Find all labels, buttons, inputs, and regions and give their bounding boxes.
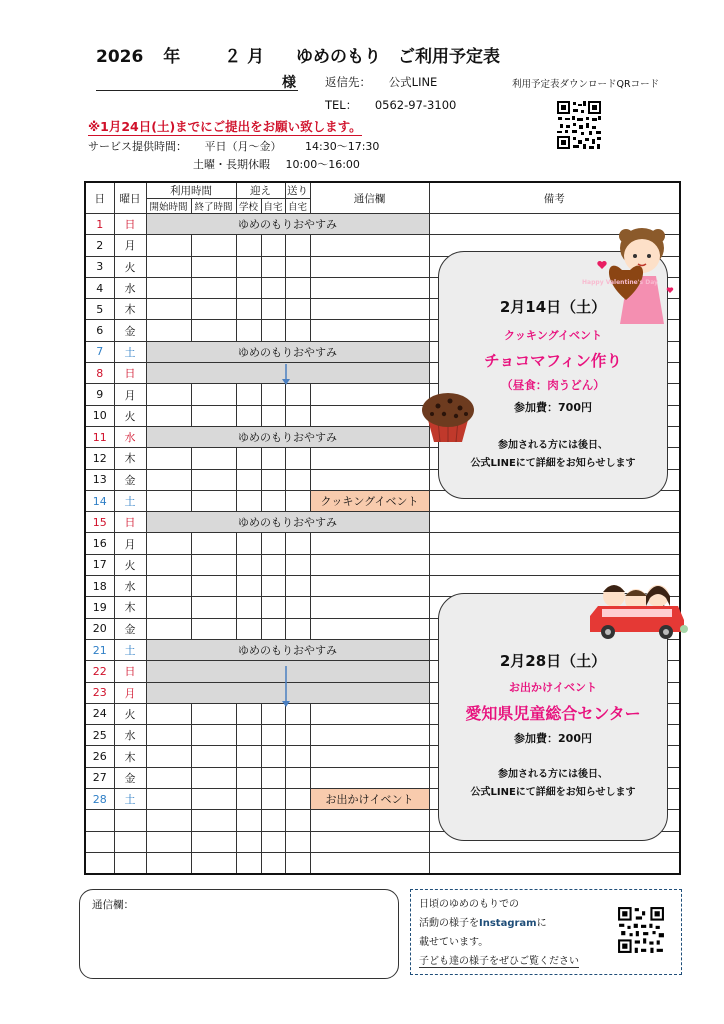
comm-cell[interactable] <box>310 384 429 405</box>
start-time-cell[interactable] <box>146 235 191 256</box>
header-pickup: 迎え <box>236 182 285 199</box>
pickup-school-cell[interactable] <box>236 533 261 554</box>
weekday-cell: 金 <box>114 469 146 490</box>
event-note-line2: 公式LINEにて詳細をお知らせします <box>470 458 636 469</box>
day-cell: 25 <box>85 725 114 746</box>
insta-line3: 載せています。 <box>419 937 489 948</box>
day-cell: 21 <box>85 639 114 660</box>
pickup-school-cell[interactable] <box>236 703 261 724</box>
page-title <box>96 42 500 67</box>
start-time-cell[interactable] <box>146 767 191 788</box>
end-time-cell[interactable] <box>191 469 236 490</box>
pickup-school-cell[interactable] <box>236 767 261 788</box>
pickup-school-cell[interactable] <box>236 746 261 767</box>
day-cell: 16 <box>85 533 114 554</box>
event-name: チョコマフィン作り <box>484 352 622 370</box>
pickup-school-cell[interactable] <box>236 725 261 746</box>
day-cell: 11 <box>85 426 114 447</box>
start-time-cell[interactable] <box>146 576 191 597</box>
start-time-cell[interactable] <box>146 789 191 810</box>
header-dropoff: 送り <box>285 182 310 199</box>
pickup-school-cell[interactable] <box>236 576 261 597</box>
day-cell: 6 <box>85 320 114 341</box>
empty-cell[interactable] <box>146 810 191 831</box>
tel-label: TEL： <box>325 98 358 112</box>
end-time-cell[interactable] <box>191 746 236 767</box>
end-time-cell[interactable] <box>191 618 236 639</box>
service-hours-label: サービス提供時間： <box>88 140 187 153</box>
comm-cell[interactable] <box>310 597 429 618</box>
holiday-cell: ゆめのもりおやすみ <box>146 341 429 362</box>
year: 2026 <box>96 47 144 67</box>
empty-cell[interactable] <box>310 852 429 874</box>
pickup-home-cell[interactable] <box>261 725 285 746</box>
pickup-school-cell[interactable] <box>236 235 261 256</box>
holiday-label: 土曜・長期休暇 <box>193 158 270 171</box>
pickup-home-cell[interactable] <box>261 767 285 788</box>
day-cell: 22 <box>85 661 114 682</box>
end-time-cell[interactable] <box>191 299 236 320</box>
holiday-cell: ゆめのもりおやすみ <box>146 426 429 447</box>
weekday-cell: 火 <box>114 256 146 277</box>
qr-code-icon[interactable] <box>556 100 602 150</box>
empty-cell[interactable] <box>114 810 146 831</box>
weekday-cell: 金 <box>114 618 146 639</box>
pickup-home-cell[interactable] <box>261 746 285 767</box>
event-kind: お出かけイベント <box>509 681 597 694</box>
dropoff-home-cell[interactable] <box>285 533 310 554</box>
day-cell: 7 <box>85 341 114 362</box>
holiday-time: 10:00～16:00 <box>285 158 360 171</box>
weekday-cell: 木 <box>114 597 146 618</box>
reply-label: 返信先： <box>325 75 371 89</box>
memo-label: 通信欄： <box>92 899 134 911</box>
start-time-cell[interactable] <box>146 618 191 639</box>
end-time-cell[interactable] <box>191 554 236 575</box>
start-time-cell[interactable] <box>146 703 191 724</box>
weekday-cell: 火 <box>114 554 146 575</box>
instagram-text <box>419 895 579 971</box>
pickup-school-cell[interactable] <box>236 256 261 277</box>
event-lunch: （昼食：肉うどん） <box>501 378 605 392</box>
day-cell: 5 <box>85 299 114 320</box>
empty-cell[interactable] <box>114 831 146 852</box>
weekday-cell: 月 <box>114 682 146 703</box>
weekday-cell: 月 <box>114 384 146 405</box>
day-cell: 2 <box>85 235 114 256</box>
dropoff-home-cell[interactable] <box>285 256 310 277</box>
insta-link[interactable]: 子ども達の様子をぜひご覧ください <box>419 956 579 967</box>
header-usage: 利用時間 <box>146 182 236 199</box>
insta-line1: 日頃のゆめのもりでの <box>419 899 519 910</box>
pickup-school-cell[interactable] <box>236 405 261 426</box>
pickup-school-cell[interactable] <box>236 469 261 490</box>
end-time-cell[interactable] <box>191 405 236 426</box>
comm-cell[interactable]: クッキングイベント <box>310 490 429 511</box>
pickup-home-cell[interactable] <box>261 576 285 597</box>
dropoff-home-cell[interactable] <box>285 235 310 256</box>
weekday-cell: 水 <box>114 725 146 746</box>
event-note-line1: 参加される方には後日、 <box>498 769 608 780</box>
day-cell: 26 <box>85 746 114 767</box>
dropoff-home-cell[interactable] <box>285 789 310 810</box>
event-fee: 参加費：200円 <box>514 732 592 745</box>
dropoff-home-cell[interactable] <box>285 576 310 597</box>
empty-cell[interactable] <box>191 810 236 831</box>
pickup-home-cell[interactable] <box>261 448 285 469</box>
remarks-cell <box>429 512 680 533</box>
header-remarks: 備考 <box>429 182 680 214</box>
dropoff-home-cell[interactable] <box>285 448 310 469</box>
day-cell: 12 <box>85 448 114 469</box>
start-time-cell[interactable] <box>146 405 191 426</box>
end-time-cell[interactable] <box>191 320 236 341</box>
day-cell: 18 <box>85 576 114 597</box>
empty-cell[interactable] <box>191 852 236 874</box>
comm-cell[interactable] <box>310 725 429 746</box>
weekday-cell: 日 <box>114 363 146 384</box>
event-date: 2月14日（土） <box>499 298 607 316</box>
arrow-down-icon <box>281 364 291 386</box>
insta-line2b: に <box>536 918 547 929</box>
pickup-home-cell[interactable] <box>261 299 285 320</box>
weekday-cell: 金 <box>114 320 146 341</box>
event-kind: クッキングイベント <box>503 329 603 342</box>
pickup-school-cell[interactable] <box>236 384 261 405</box>
day-cell: 19 <box>85 597 114 618</box>
comm-cell[interactable] <box>310 256 429 277</box>
event-note <box>439 766 667 802</box>
dropoff-home-cell[interactable] <box>285 405 310 426</box>
end-time-cell[interactable] <box>191 703 236 724</box>
table-row <box>85 554 680 575</box>
dropoff-home-cell[interactable] <box>285 320 310 341</box>
day-cell: 4 <box>85 277 114 298</box>
end-time-cell[interactable] <box>191 256 236 277</box>
empty-cell[interactable] <box>261 810 285 831</box>
day-cell: 13 <box>85 469 114 490</box>
event-note-line2: 公式LINEにて詳細をお知らせします <box>470 787 636 798</box>
day-cell: 23 <box>85 682 114 703</box>
pickup-home-cell[interactable] <box>261 384 285 405</box>
table-row <box>85 512 680 533</box>
dropoff-home-cell[interactable] <box>285 299 310 320</box>
empty-cell[interactable] <box>191 831 236 852</box>
empty-cell[interactable] <box>114 852 146 874</box>
comm-cell[interactable] <box>310 405 429 426</box>
start-time-cell[interactable] <box>146 384 191 405</box>
event-fee: 参加費：700円 <box>514 401 592 414</box>
year-unit: 年 <box>163 47 181 67</box>
end-time-cell[interactable] <box>191 725 236 746</box>
holiday-cell: ゆめのもりおやすみ <box>146 214 429 235</box>
day-cell: 24 <box>85 703 114 724</box>
dropoff-home-cell[interactable] <box>285 277 310 298</box>
day-cell: 28 <box>85 789 114 810</box>
weekday-cell: 木 <box>114 448 146 469</box>
header-home: 自宅 <box>261 199 285 214</box>
comm-cell[interactable] <box>310 554 429 575</box>
month: ２ 月 <box>224 47 265 67</box>
start-time-cell[interactable] <box>146 299 191 320</box>
dropoff-home-cell[interactable] <box>285 554 310 575</box>
pickup-home-cell[interactable] <box>261 618 285 639</box>
pickup-home-cell[interactable] <box>261 554 285 575</box>
weekday-cell: 水 <box>114 277 146 298</box>
holiday-cell: ゆめのもりおやすみ <box>146 639 429 660</box>
start-time-cell[interactable] <box>146 448 191 469</box>
pickup-home-cell[interactable] <box>261 320 285 341</box>
empty-cell[interactable] <box>285 852 310 874</box>
muffin-icon <box>418 386 478 446</box>
start-time-cell[interactable] <box>146 320 191 341</box>
end-time-cell[interactable] <box>191 597 236 618</box>
dropoff-home-cell[interactable] <box>285 725 310 746</box>
weekday-label: 平日（月～金） <box>204 140 282 153</box>
reply-value: 公式LINE <box>388 75 438 89</box>
pickup-school-cell[interactable] <box>236 320 261 341</box>
insta-line2 <box>419 914 579 933</box>
end-time-cell[interactable] <box>191 277 236 298</box>
arrow-down-icon <box>281 666 291 708</box>
comm-cell[interactable] <box>310 703 429 724</box>
insta-line2a: 活動の様子を <box>419 918 479 929</box>
instagram-word: Instagram <box>479 918 537 929</box>
start-time-cell[interactable] <box>146 277 191 298</box>
comm-cell[interactable] <box>310 767 429 788</box>
dropoff-home-cell[interactable] <box>285 618 310 639</box>
end-time-cell[interactable] <box>191 235 236 256</box>
day-cell: 15 <box>85 512 114 533</box>
day-cell: 27 <box>85 767 114 788</box>
empty-cell[interactable] <box>85 810 114 831</box>
start-time-cell[interactable] <box>146 469 191 490</box>
dropoff-home-cell[interactable] <box>285 767 310 788</box>
comm-cell[interactable] <box>310 618 429 639</box>
header-weekday: 曜日 <box>114 182 146 214</box>
day-cell: 17 <box>85 554 114 575</box>
dropoff-home-cell[interactable] <box>285 384 310 405</box>
start-time-cell[interactable] <box>146 490 191 511</box>
end-time-cell[interactable] <box>191 384 236 405</box>
comm-cell[interactable] <box>310 320 429 341</box>
name-underline[interactable] <box>96 90 298 91</box>
weekday-cell: 火 <box>114 703 146 724</box>
start-time-cell[interactable] <box>146 554 191 575</box>
header-end: 終了時間 <box>191 199 236 214</box>
empty-cell[interactable] <box>146 831 191 852</box>
weekday-cell: 土 <box>114 490 146 511</box>
header-start: 開始時間 <box>146 199 191 214</box>
empty-cell[interactable] <box>236 810 261 831</box>
empty-cell[interactable] <box>85 831 114 852</box>
start-time-cell[interactable] <box>146 256 191 277</box>
event-date: 2月28日（土） <box>499 652 607 670</box>
weekday-cell: 木 <box>114 299 146 320</box>
girl-with-heart-icon <box>582 226 682 326</box>
memo-box[interactable] <box>79 889 399 979</box>
comm-cell[interactable] <box>310 299 429 320</box>
day-cell: 1 <box>85 214 114 235</box>
tel-value: 0562-97-3100 <box>374 98 457 112</box>
table-row <box>85 214 680 235</box>
day-cell: 3 <box>85 256 114 277</box>
remarks-cell <box>429 533 680 554</box>
service-hours-weekday <box>88 138 379 154</box>
empty-cell[interactable] <box>236 831 261 852</box>
service-hours-holiday <box>193 156 360 172</box>
empty-cell[interactable] <box>261 831 285 852</box>
pickup-school-cell[interactable] <box>236 299 261 320</box>
pickup-home-cell[interactable] <box>261 256 285 277</box>
pickup-home-cell[interactable] <box>261 597 285 618</box>
event-name: 愛知県児童総合センター <box>465 704 641 723</box>
empty-cell[interactable] <box>429 852 680 874</box>
empty-cell[interactable] <box>85 852 114 874</box>
comm-cell[interactable] <box>310 576 429 597</box>
pickup-home-cell[interactable] <box>261 490 285 511</box>
weekday-cell: 水 <box>114 426 146 447</box>
qr-label: 利用予定表ダウンロードQRコード <box>512 79 660 90</box>
day-cell: 9 <box>85 384 114 405</box>
comm-cell[interactable] <box>310 469 429 490</box>
weekday-cell: 日 <box>114 512 146 533</box>
qr-code-icon[interactable] <box>617 906 665 954</box>
comm-cell[interactable] <box>310 277 429 298</box>
title-text: ゆめのもり ご利用予定表 <box>296 47 501 67</box>
holiday-cell: ゆめのもりおやすみ <box>146 512 429 533</box>
header-comm: 通信欄 <box>310 182 429 214</box>
weekday-cell: 月 <box>114 533 146 554</box>
pickup-school-cell[interactable] <box>236 490 261 511</box>
empty-cell[interactable] <box>285 810 310 831</box>
day-cell: 8 <box>85 363 114 384</box>
header-home2: 自宅 <box>285 199 310 214</box>
pickup-school-cell[interactable] <box>236 554 261 575</box>
end-time-cell[interactable] <box>191 576 236 597</box>
heart-text: Happy Valentine's Day <box>582 279 658 286</box>
end-time-cell[interactable] <box>191 490 236 511</box>
weekday-cell: 土 <box>114 639 146 660</box>
empty-cell[interactable] <box>310 831 429 852</box>
family-car-icon <box>586 576 690 642</box>
comm-cell[interactable] <box>310 533 429 554</box>
honorific: 様 <box>282 75 296 91</box>
weekday-cell: 水 <box>114 576 146 597</box>
end-time-cell[interactable] <box>191 448 236 469</box>
dropoff-home-cell[interactable] <box>285 469 310 490</box>
empty-row <box>85 852 680 874</box>
pickup-home-cell[interactable] <box>261 235 285 256</box>
pickup-home-cell[interactable] <box>261 533 285 554</box>
dropoff-home-cell[interactable] <box>285 490 310 511</box>
empty-cell[interactable] <box>261 852 285 874</box>
day-cell: 20 <box>85 618 114 639</box>
start-time-cell[interactable] <box>146 746 191 767</box>
dropoff-home-cell[interactable] <box>285 746 310 767</box>
empty-cell[interactable] <box>146 852 191 874</box>
end-time-cell[interactable] <box>191 789 236 810</box>
weekday-cell: 金 <box>114 767 146 788</box>
weekday-time: 14:30～17:30 <box>305 140 380 153</box>
tel <box>325 97 470 113</box>
start-time-cell[interactable] <box>146 533 191 554</box>
reply-to <box>325 74 451 90</box>
end-time-cell[interactable] <box>191 767 236 788</box>
comm-cell[interactable] <box>310 235 429 256</box>
pickup-home-cell[interactable] <box>261 277 285 298</box>
start-time-cell[interactable] <box>146 597 191 618</box>
pickup-school-cell[interactable] <box>236 448 261 469</box>
pickup-school-cell[interactable] <box>236 618 261 639</box>
weekday-cell: 日 <box>114 661 146 682</box>
day-cell: 10 <box>85 405 114 426</box>
weekday-cell: 木 <box>114 746 146 767</box>
empty-cell[interactable] <box>285 831 310 852</box>
comm-cell[interactable] <box>310 746 429 767</box>
event-note-line1: 参加される方には後日、 <box>498 440 608 451</box>
empty-cell[interactable] <box>310 810 429 831</box>
pickup-school-cell[interactable] <box>236 597 261 618</box>
pickup-home-cell[interactable] <box>261 405 285 426</box>
pickup-school-cell[interactable] <box>236 789 261 810</box>
pickup-home-cell[interactable] <box>261 789 285 810</box>
weekday-cell: 土 <box>114 341 146 362</box>
empty-cell[interactable] <box>236 852 261 874</box>
start-time-cell[interactable] <box>146 725 191 746</box>
end-time-cell[interactable] <box>191 533 236 554</box>
weekday-cell: 月 <box>114 235 146 256</box>
comm-cell[interactable]: お出かけイベント <box>310 789 429 810</box>
table-row <box>85 533 680 554</box>
pickup-home-cell[interactable] <box>261 469 285 490</box>
day-cell: 14 <box>85 490 114 511</box>
weekday-cell: 日 <box>114 214 146 235</box>
remarks-cell <box>429 554 680 575</box>
weekday-cell: 土 <box>114 789 146 810</box>
deadline-notice: ※1月24日(土)までにご提出をお願い致します。 <box>88 119 362 134</box>
header-school: 学校 <box>236 199 261 214</box>
weekday-cell: 火 <box>114 405 146 426</box>
header-day: 日 <box>85 182 114 214</box>
comm-cell[interactable] <box>310 448 429 469</box>
pickup-school-cell[interactable] <box>236 277 261 298</box>
dropoff-home-cell[interactable] <box>285 597 310 618</box>
